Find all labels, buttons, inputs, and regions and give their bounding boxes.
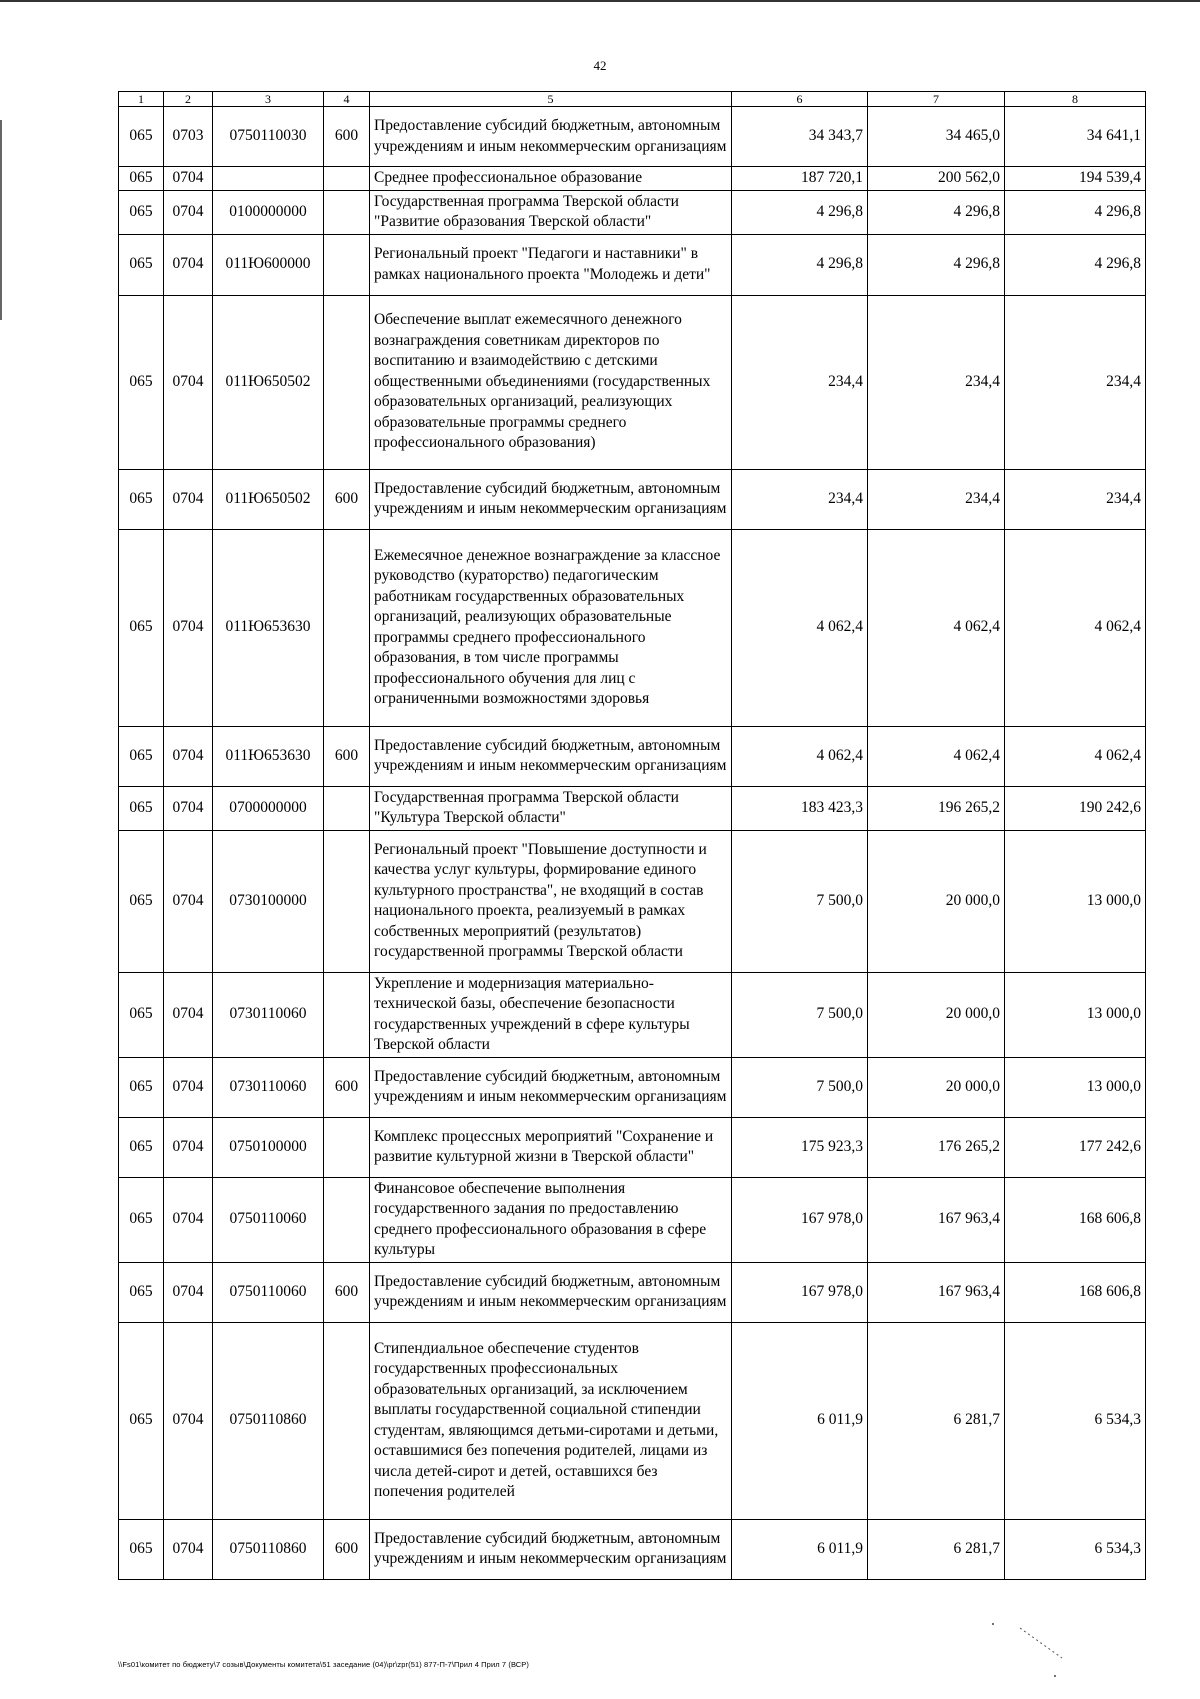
cell-name: Ежемесячное денежное вознаграждение за классное руководство (кураторство) педагогическим работникам государственных образовательных организаций, реализующих образовательные программы среднего профессионального образования, в том числе программы профессионального обучения для лиц с ограниченными возможностями здоровья [370,529,732,726]
cell-name: Государственная программа Тверской области "Культура Тверской области" [370,786,732,830]
cell-target-code: 0750110030 [213,107,324,167]
cell-amount-1: 34 343,7 [732,107,868,167]
cell-name: Финансовое обеспечение выполнения государственного задания по предоставлению среднего профессионального образования в сфере культуры [370,1177,732,1262]
cell-chapter: 065 [119,107,164,167]
cell-expense-type: 600 [324,726,370,786]
cell-amount-1: 4 296,8 [732,190,868,234]
cell-chapter: 065 [119,529,164,726]
cell-section: 0704 [164,1262,213,1322]
cell-name: Региональный проект "Повышение доступности и качества услуг культуры, формирование единого культурного пространства", не входящий в состав национального проекта, реализуемый в рамках собственных мероприятий (результатов) государственной программы Тверской области [370,830,732,972]
column-header: 2 [164,92,213,107]
table-row [119,167,1146,191]
cell-expense-type [324,190,370,234]
cell-amount-2: 20 000,0 [868,830,1005,972]
cell-chapter: 065 [119,786,164,830]
cell-amount-1: 167 978,0 [732,1177,868,1262]
cell-target-code: 0730110060 [213,972,324,1057]
cell-name: Предоставление субсидий бюджетным, автономным учреждениям и иным некоммерческим организациям [370,107,732,167]
column-header: 1 [119,92,164,107]
cell-target-code: 011Ю650502 [213,295,324,469]
cell-chapter: 065 [119,1117,164,1177]
cell-name: Предоставление субсидий бюджетным, автономным учреждениям и иным некоммерческим организациям [370,1057,732,1117]
cell-section: 0704 [164,295,213,469]
cell-section: 0704 [164,830,213,972]
cell-amount-1: 7 500,0 [732,830,868,972]
table-row [119,1262,1146,1322]
cell-section: 0704 [164,167,213,191]
cell-amount-3: 177 242,6 [1005,1117,1146,1177]
cell-expense-type [324,295,370,469]
cell-target-code: 0700000000 [213,786,324,830]
cell-amount-3: 4 062,4 [1005,529,1146,726]
cell-target-code: 0100000000 [213,190,324,234]
cell-section: 0704 [164,972,213,1057]
cell-target-code: 0750110060 [213,1262,324,1322]
cell-amount-3: 234,4 [1005,469,1146,529]
cell-chapter: 065 [119,469,164,529]
cell-amount-3: 168 606,8 [1005,1262,1146,1322]
cell-target-code: 0730100000 [213,830,324,972]
cell-amount-1: 167 978,0 [732,1262,868,1322]
cell-section: 0704 [164,786,213,830]
cell-chapter: 065 [119,1322,164,1519]
cell-amount-3: 190 242,6 [1005,786,1146,830]
cell-expense-type: 600 [324,469,370,529]
cell-name: Государственная программа Тверской области "Развитие образования Тверской области" [370,190,732,234]
cell-expense-type [324,234,370,295]
cell-amount-3: 34 641,1 [1005,107,1146,167]
cell-section: 0704 [164,1519,213,1579]
cell-target-code: 0730110060 [213,1057,324,1117]
cell-amount-3: 13 000,0 [1005,972,1146,1057]
table-row [119,1519,1146,1579]
cell-chapter: 065 [119,1262,164,1322]
cell-expense-type: 600 [324,107,370,167]
cell-section: 0704 [164,1322,213,1519]
cell-expense-type [324,830,370,972]
cell-amount-2: 6 281,7 [868,1322,1005,1519]
cell-chapter: 065 [119,1177,164,1262]
cell-name: Региональный проект "Педагоги и наставники" в рамках национального проекта "Молодежь и дети" [370,234,732,295]
scan-border-left [0,120,2,320]
cell-expense-type [324,1177,370,1262]
cell-chapter: 065 [119,1519,164,1579]
cell-amount-1: 234,4 [732,295,868,469]
cell-amount-2: 196 265,2 [868,786,1005,830]
table-row [119,529,1146,726]
cell-amount-2: 176 265,2 [868,1117,1005,1177]
cell-section: 0704 [164,1117,213,1177]
cell-name: Предоставление субсидий бюджетным, автономным учреждениям и иным некоммерческим организациям [370,726,732,786]
cell-amount-3: 4 296,8 [1005,234,1146,295]
cell-name: Комплекс процессных мероприятий "Сохранение и развитие культурной жизни в Тверской области" [370,1117,732,1177]
cell-amount-1: 7 500,0 [732,1057,868,1117]
column-header: 6 [732,92,868,107]
cell-amount-1: 6 011,9 [732,1322,868,1519]
table-body [119,107,1146,1580]
cell-section: 0703 [164,107,213,167]
cell-amount-2: 34 465,0 [868,107,1005,167]
cell-amount-2: 6 281,7 [868,1519,1005,1579]
cell-amount-3: 13 000,0 [1005,830,1146,972]
cell-amount-1: 4 062,4 [732,726,868,786]
table-row [119,1177,1146,1262]
cell-amount-1: 175 923,3 [732,1117,868,1177]
cell-chapter: 065 [119,830,164,972]
cell-amount-1: 4 296,8 [732,234,868,295]
cell-amount-1: 6 011,9 [732,1519,868,1579]
cell-section: 0704 [164,726,213,786]
cell-chapter: 065 [119,295,164,469]
scan-border-top [0,0,1200,2]
cell-name: Предоставление субсидий бюджетным, автономным учреждениям и иным некоммерческим организациям [370,1262,732,1322]
cell-chapter: 065 [119,167,164,191]
cell-name: Укрепление и модернизация материально-технической базы, обеспечение безопасности государственных учреждений в сфере культуры Тверской области [370,972,732,1057]
budget-table [118,91,1146,1580]
table-row [119,972,1146,1057]
cell-amount-3: 4 062,4 [1005,726,1146,786]
table-row [119,107,1146,167]
page-number: 42 [593,58,607,73]
cell-amount-2: 200 562,0 [868,167,1005,191]
cell-section: 0704 [164,234,213,295]
cell-amount-2: 4 296,8 [868,190,1005,234]
cell-amount-2: 167 963,4 [868,1177,1005,1262]
table-row [119,1057,1146,1117]
cell-name: Стипендиальное обеспечение студентов государственных профессиональных образовательных организаций, за исключением выплаты государственной социальной стипендии студентам, являющимся детьми-сиротами и детьми, оставшимися без попечения родителей, лицами из числа детей-сирот и детей, оставшихся без попечения родителей [370,1322,732,1519]
cell-chapter: 065 [119,234,164,295]
cell-name: Среднее профессиональное образование [370,167,732,191]
cell-amount-2: 234,4 [868,469,1005,529]
table-row [119,1117,1146,1177]
table-row [119,1322,1146,1519]
cell-amount-3: 234,4 [1005,295,1146,469]
table-row [119,726,1146,786]
table-row [119,830,1146,972]
column-header: 4 [324,92,370,107]
cell-target-code: 011Ю600000 [213,234,324,295]
cell-target-code: 0750110060 [213,1177,324,1262]
cell-amount-2: 20 000,0 [868,1057,1005,1117]
table-row [119,234,1146,295]
cell-name: Предоставление субсидий бюджетным, автономным учреждениям и иным некоммерческим организациям [370,469,732,529]
cell-name: Обеспечение выплат ежемесячного денежного вознаграждения советникам директоров по воспитанию и взаимодействию с детскими общественными объединениями (государственных образовательных организаций, реализующих образовательные программы среднего профессионального образования) [370,295,732,469]
cell-target-code: 0750100000 [213,1117,324,1177]
column-header: 5 [370,92,732,107]
cell-expense-type [324,972,370,1057]
cell-expense-type [324,1117,370,1177]
cell-target-code: 011Ю650502 [213,469,324,529]
table-row [119,786,1146,830]
footer-file-path: \\Fs01\комитет по бюджету\7 созыв\Документы комитета\51 заседание (04)\pr\zpr(51) 877-П-7\Прил 4 Прил 7 (ВСР) [118,1660,530,1669]
cell-section: 0704 [164,469,213,529]
table-row [119,295,1146,469]
cell-target-code: 011Ю653630 [213,529,324,726]
column-header: 7 [868,92,1005,107]
cell-amount-3: 194 539,4 [1005,167,1146,191]
cell-expense-type: 600 [324,1519,370,1579]
column-header: 3 [213,92,324,107]
cell-section: 0704 [164,190,213,234]
column-header: 8 [1005,92,1146,107]
cell-target-code: 0750110860 [213,1322,324,1519]
cell-amount-2: 4 296,8 [868,234,1005,295]
cell-amount-2: 4 062,4 [868,726,1005,786]
cell-name: Предоставление субсидий бюджетным, автономным учреждениям и иным некоммерческим организациям [370,1519,732,1579]
cell-section: 0704 [164,1177,213,1262]
cell-target-code: 011Ю653630 [213,726,324,786]
cell-amount-2: 4 062,4 [868,529,1005,726]
cell-amount-3: 6 534,3 [1005,1519,1146,1579]
cell-amount-3: 6 534,3 [1005,1322,1146,1519]
cell-chapter: 065 [119,726,164,786]
cell-chapter: 065 [119,190,164,234]
cell-expense-type: 600 [324,1262,370,1322]
cell-amount-1: 234,4 [732,469,868,529]
table-header-row [119,92,1146,107]
cell-expense-type: 600 [324,1057,370,1117]
cell-target-code: 0750110860 [213,1519,324,1579]
cell-expense-type [324,529,370,726]
table-row [119,190,1146,234]
cell-amount-2: 167 963,4 [868,1262,1005,1322]
cell-amount-3: 168 606,8 [1005,1177,1146,1262]
cell-target-code [213,167,324,191]
cell-amount-1: 187 720,1 [732,167,868,191]
cell-expense-type [324,167,370,191]
cell-section: 0704 [164,1057,213,1117]
cell-section: 0704 [164,529,213,726]
cell-amount-1: 183 423,3 [732,786,868,830]
cell-amount-3: 4 296,8 [1005,190,1146,234]
cell-amount-2: 234,4 [868,295,1005,469]
table-row [119,469,1146,529]
cell-expense-type [324,1322,370,1519]
cell-chapter: 065 [119,1057,164,1117]
cell-amount-1: 7 500,0 [732,972,868,1057]
cell-chapter: 065 [119,972,164,1057]
cell-amount-1: 4 062,4 [732,529,868,726]
cell-expense-type [324,786,370,830]
cell-amount-3: 13 000,0 [1005,1057,1146,1117]
cell-amount-2: 20 000,0 [868,972,1005,1057]
